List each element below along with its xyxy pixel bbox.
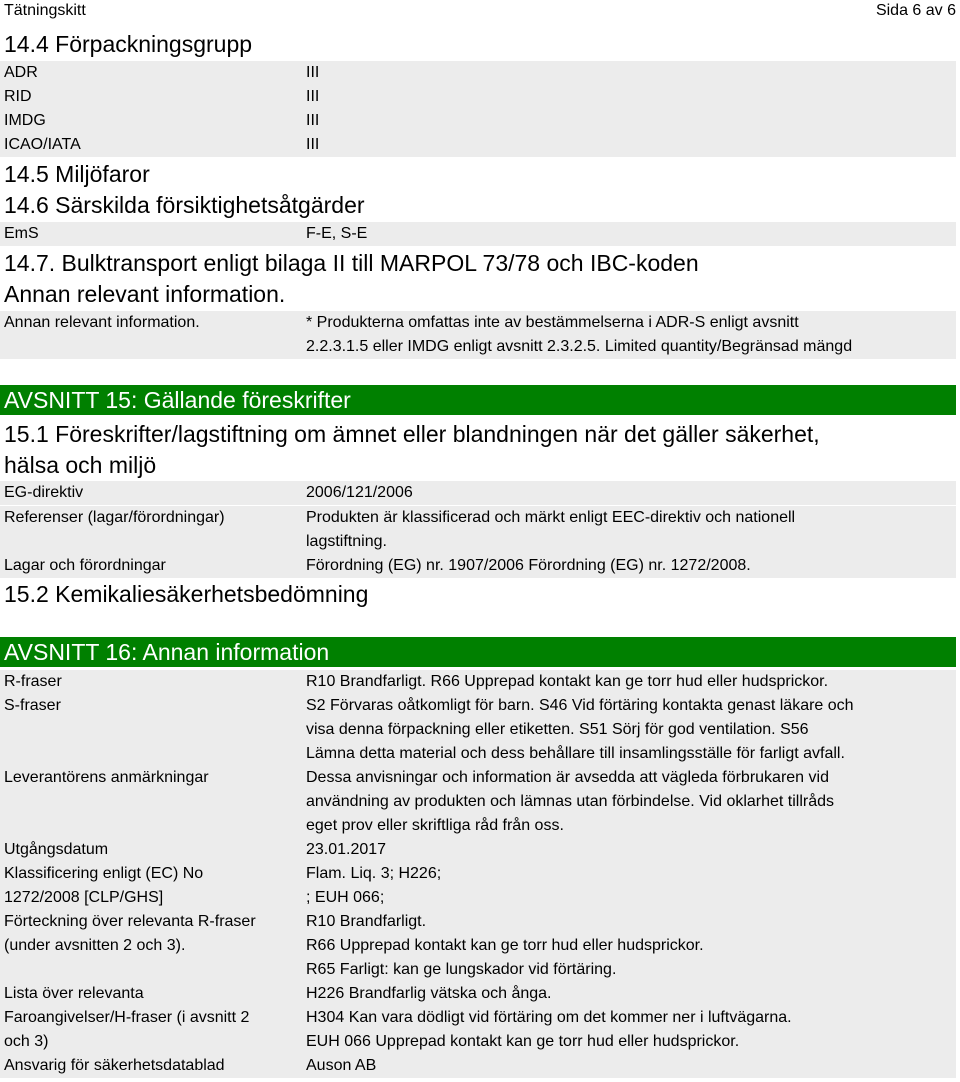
value-h-phrase-list-line-3: EUH 066 Upprepad kontakt kan ge torr hud eller hudsprickor.	[306, 1033, 740, 1050]
label-h-phrase-list-line-3: och 3)	[4, 1033, 49, 1050]
label-references: Referenser (lagar/förordningar)	[4, 509, 225, 526]
value-h-phrase-list-line-1: H226 Brandfarlig vätska och ånga.	[306, 985, 552, 1002]
value-eg-directive: 2006/121/2006	[306, 484, 413, 501]
label-other-info: Annan relevant information.	[4, 314, 200, 331]
value-rid: III	[306, 88, 320, 105]
label-supplier-remarks: Leverantörens anmärkningar	[4, 769, 209, 786]
subheading-14-7: Annan relevant information.	[4, 281, 286, 307]
label-h-phrase-list-line-2: Faroangivelser/H-fraser (i avsnitt 2	[4, 1009, 250, 1026]
label-eg-directive: EG-direktiv	[4, 484, 84, 501]
heading-14-5: 14.5 Miljöfaror	[4, 161, 150, 187]
label-laws: Lagar och förordningar	[4, 557, 166, 574]
label-r-phrase-list-line-1: Förteckning över relevanta R-fraser	[4, 913, 256, 930]
label-s-phrases: S-fraser	[4, 697, 61, 714]
value-r-phrase-list-line-1: R10 Brandfarligt.	[306, 913, 427, 930]
value-r-phrase-list-line-3: R65 Farligt: kan ge lungskador vid förtäring.	[306, 961, 617, 978]
page-number: Sida 6 av 6	[875, 2, 956, 19]
section-16-title: AVSNITT 16: Annan information	[0, 637, 956, 667]
row-ems	[0, 222, 956, 246]
row-imdg	[0, 109, 956, 133]
value-ems: F-E, S-E	[306, 225, 368, 242]
value-laws: Förordning (EG) nr. 1907/2006 Förordning (EG) nr. 1272/2008.	[306, 557, 751, 574]
value-supplier-remarks-line-3: eget prov eller skriftliga råd från oss.	[306, 817, 564, 834]
heading-15-1-line-1: 15.1 Föreskrifter/lagstiftning om ämnet eller blandningen när det gäller säkerhet,	[4, 421, 820, 447]
label-r-phrase-list-line-2: (under avsnitten 2 och 3).	[4, 937, 186, 954]
label-ems: EmS	[4, 225, 39, 242]
value-s-phrases-line-1: S2 Förvaras oåtkomligt för barn. S46 Vid förtäring kontakta genast läkare och	[306, 697, 854, 714]
label-classification-line-2: 1272/2008 [CLP/GHS]	[4, 889, 164, 906]
label-adr: ADR	[4, 64, 38, 81]
value-adr: III	[306, 64, 320, 81]
label-expiry-date: Utgångsdatum	[4, 841, 109, 858]
value-r-phrases: R10 Brandfarligt. R66 Upprepad kontakt kan ge torr hud eller hudsprickor.	[306, 673, 829, 690]
label-h-phrase-list-line-1: Lista över relevanta	[4, 985, 144, 1002]
value-references-line-1: Produkten är klassificerad och märkt enligt EEC-direktiv och nationell	[306, 509, 796, 526]
value-s-phrases-line-3: Lämna detta material och dess behållare till insamlingsställe för farligt avfall.	[306, 745, 845, 762]
document-title: Tätningskitt	[4, 2, 86, 19]
page-header	[0, 0, 960, 24]
value-s-phrases-line-2: visa denna förpackning eller etiketten. S51 Sörj för god ventilation. S56	[306, 721, 809, 738]
value-expiry-date: 23.01.2017	[306, 841, 387, 858]
value-responsible: Auson AB	[306, 1057, 377, 1074]
value-supplier-remarks-line-2: användning av produkten och lämnas utan förbindelse. Vid oklarhet tillråds	[306, 793, 835, 810]
heading-15-2: 15.2 Kemikaliesäkerhetsbedömning	[4, 581, 369, 607]
row-adr	[0, 61, 956, 85]
row-expiry-date	[0, 838, 956, 862]
value-icao: III	[306, 136, 320, 153]
section-15-title: AVSNITT 15: Gällande föreskrifter	[0, 385, 956, 415]
value-classification-line-2: ; EUH 066;	[306, 889, 385, 906]
heading-14-6: 14.6 Särskilda försiktighetsåtgärder	[4, 192, 365, 218]
row-eg-directive	[0, 481, 956, 505]
value-other-info-line-2: 2.2.3.1.5 eller IMDG enligt avsnitt 2.3.2.5. Limited quantity/Begränsad mängd	[306, 338, 853, 355]
value-classification-line-1: Flam. Liq. 3; H226;	[306, 865, 442, 882]
value-other-info-line-1: * Produkterna omfattas inte av bestämmelserna i ADR-S enligt avsnitt	[306, 314, 799, 331]
value-references-line-2: lagstiftning.	[306, 533, 387, 550]
heading-15-1-line-2: hälsa och miljö	[4, 452, 157, 478]
heading-14-7: 14.7. Bulktransport enligt bilaga II till MARPOL 73/78 och IBC-koden	[4, 250, 699, 276]
row-icao	[0, 133, 956, 157]
heading-14-4: 14.4 Förpackningsgrupp	[4, 31, 253, 57]
label-responsible: Ansvarig för säkerhetsdatablad	[4, 1057, 225, 1074]
label-icao: ICAO/IATA	[4, 136, 81, 153]
value-r-phrase-list-line-2: R66 Upprepad kontakt kan ge torr hud eller hudsprickor.	[306, 937, 704, 954]
label-rid: RID	[4, 88, 32, 105]
value-supplier-remarks-line-1: Dessa anvisningar och information är avsedda att vägleda förbrukaren vid	[306, 769, 829, 786]
label-classification-line-1: Klassificering enligt (EC) No	[4, 865, 204, 882]
label-r-phrases: R-fraser	[4, 673, 62, 690]
value-imdg: III	[306, 112, 320, 129]
row-rid	[0, 85, 956, 109]
label-imdg: IMDG	[4, 112, 46, 129]
value-h-phrase-list-line-2: H304 Kan vara dödligt vid förtäring om det kommer ner i luftvägarna.	[306, 1009, 792, 1026]
